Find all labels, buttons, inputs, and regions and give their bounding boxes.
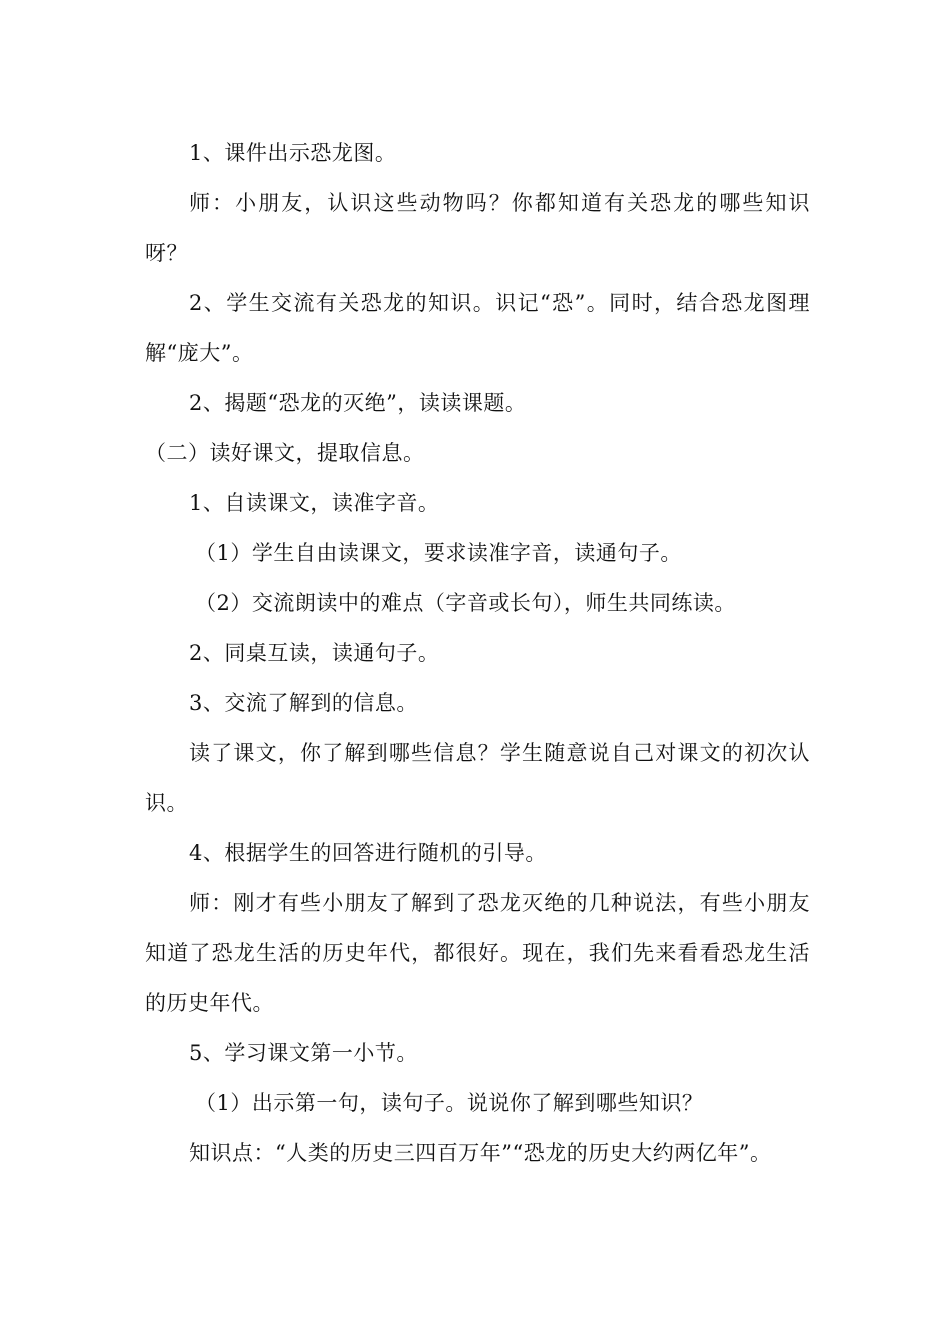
- paragraph-sub-first-sentence: （1）出示第一句，读句子。说说你了解到哪些知识？: [195, 1091, 704, 1115]
- paragraph-exchange-info: 3、交流了解到的信息。: [189, 691, 418, 715]
- paragraph-question-info: 读了课文，你了解到哪些信息？学生随意说自己对课文的初次认识。: [145, 741, 810, 815]
- paragraph-partner-read: 2、同桌互读，读通句子。: [189, 641, 440, 665]
- paragraph-student-exchange: 2、学生交流有关恐龙的知识。识记“恐”。同时，结合恐龙图理解“庞大”。: [145, 291, 810, 365]
- paragraph-learn-section-one: 5、学习课文第一小节。: [189, 1041, 418, 1065]
- paragraph-sub-difficulties: （2）交流朗读中的难点（字音或长句），师生共同练读。: [195, 591, 736, 615]
- paragraph-teacher-question: 师：小朋友，认识这些动物吗？你都知道有关恐龙的哪些知识呀？: [145, 191, 810, 265]
- paragraph-self-read: 1、自读课文，读准字音。: [189, 491, 440, 515]
- paragraph-step-1-show-dinosaur: 1、课件出示恐龙图。: [189, 141, 397, 165]
- paragraph-knowledge-points: 知识点：“人类的历史三四百万年”“恐龙的历史大约两亿年”。: [189, 1141, 772, 1165]
- section-heading-read-text: （二）读好课文，提取信息。: [145, 441, 425, 465]
- document-body: [145, 128, 810, 1178]
- paragraph-guide: 4、根据学生的回答进行随机的引导。: [189, 841, 547, 865]
- paragraph-reveal-title: 2、揭题“恐龙的灭绝”，读读课题。: [189, 391, 527, 415]
- paragraph-sub-free-read: （1）学生自由读课文，要求读准字音，读通句子。: [195, 541, 682, 565]
- paragraph-teacher-summary: 师：刚才有些小朋友了解到了恐龙灭绝的几种说法，有些小朋友知道了恐龙生活的历史年代，都很好。现在，我们先来看看恐龙生活的历史年代。: [145, 891, 810, 1015]
